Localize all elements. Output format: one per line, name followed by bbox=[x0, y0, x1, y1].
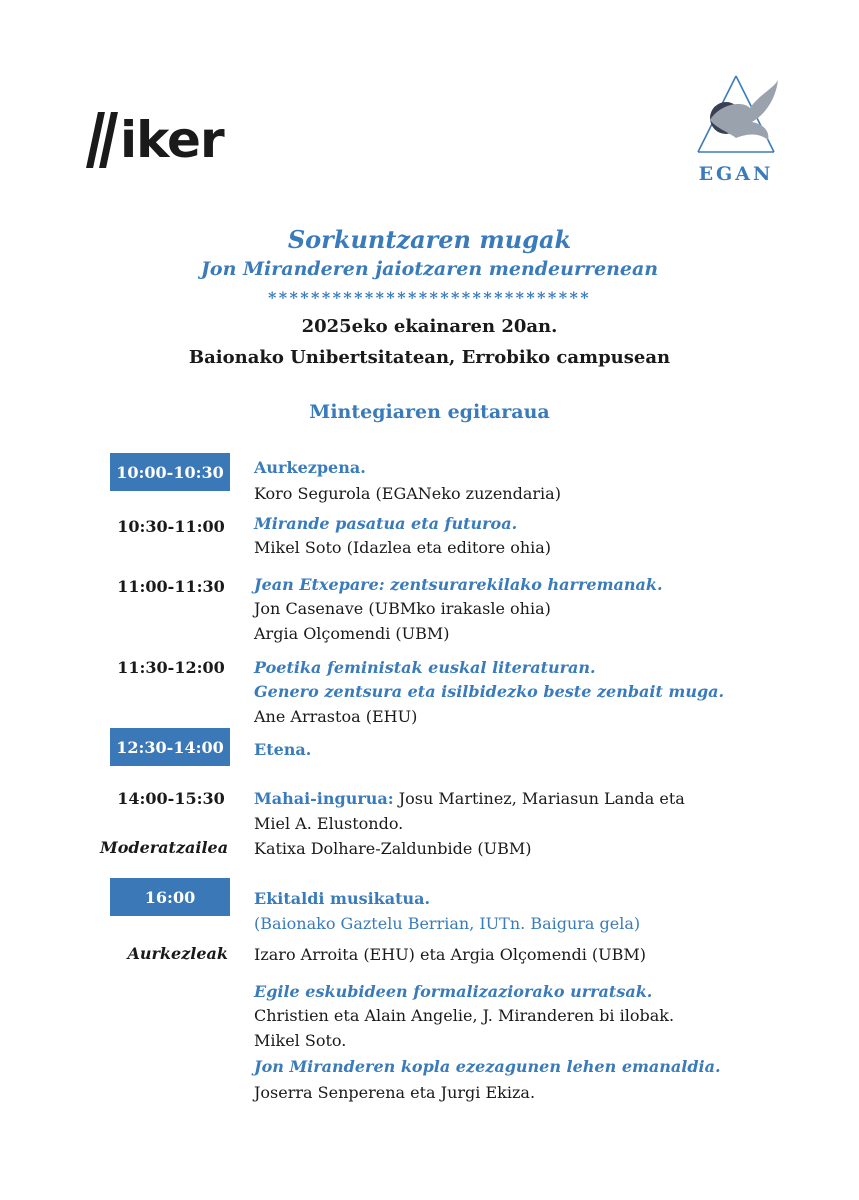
session-title-mirande: Mirande pasatua eta futuroa. bbox=[254, 514, 518, 533]
session-speaker: Koro Segurola (EGANeko zuzendaria) bbox=[254, 484, 561, 503]
time-1030: 10:30-11:00 bbox=[117, 517, 225, 536]
session-speaker: Miel A. Elustondo. bbox=[254, 814, 404, 833]
session-presenters: Izaro Arroita (EHU) eta Argia Olçomendi (UBM) bbox=[254, 945, 647, 964]
session-subtitle-kopla: Jon Miranderen kopla ezezagunen lehen emanaldia. bbox=[254, 1057, 721, 1076]
label-moderatzailea: Moderatzailea bbox=[100, 838, 229, 857]
iker-logo-bars bbox=[92, 112, 112, 168]
session-speaker: Jon Casenave (UBMko irakasle ohia) bbox=[254, 599, 551, 618]
session-title-aurkezpena: Aurkezpena. bbox=[254, 458, 366, 477]
label-aurkezleak: Aurkezleak bbox=[127, 944, 228, 963]
event-place: Baionako Unibertsitatean, Errobiko campusean bbox=[188, 347, 671, 368]
session-title-etxepare: Jean Etxepare: zentsurarekilako harremanak. bbox=[254, 575, 663, 594]
session-title-mahai bbox=[254, 789, 685, 808]
page-title: Sorkuntzaren mugak bbox=[287, 225, 572, 254]
session-title-etena: Etena. bbox=[254, 740, 312, 759]
mahai-label: Mahai-ingurua: bbox=[254, 789, 394, 808]
time-1400: 14:00-15:30 bbox=[117, 789, 225, 808]
iker-logo bbox=[92, 108, 224, 172]
time-1100: 11:00-11:30 bbox=[117, 577, 225, 596]
session-location: (Baionako Gaztelu Berrian, IUTn. Baigura gela) bbox=[254, 914, 641, 933]
session-speaker: Joserra Senperena eta Jurgi Ekiza. bbox=[254, 1083, 536, 1102]
session-moderator: Katixa Dolhare-Zaldunbide (UBM) bbox=[254, 839, 532, 858]
session-speaker: Mikel Soto (Idazlea eta editore ohia) bbox=[254, 538, 552, 557]
session-title-ekitaldi: Ekitaldi musikatua. bbox=[254, 889, 431, 908]
time-box-1230: 12:30-14:00 bbox=[110, 728, 230, 766]
egan-logo-text: EGAN bbox=[698, 163, 774, 185]
egan-logo bbox=[690, 74, 782, 186]
page-subtitle: Jon Miranderen jaiotzaren mendeurrenean bbox=[200, 258, 659, 280]
program-heading: Mintegiaren egitaraua bbox=[309, 401, 550, 423]
iker-logo-text: iker bbox=[120, 111, 224, 169]
session-title-genero: Genero zentsura eta isilbidezko beste zenbait muga. bbox=[254, 682, 725, 701]
session-speaker: Christien eta Alain Angelie, J. Miranderen bi ilobak. bbox=[254, 1006, 675, 1025]
mahai-participants: Josu Martinez, Mariasun Landa eta bbox=[393, 789, 685, 808]
star-divider: ****************************** bbox=[267, 288, 591, 307]
time-box-1000: 10:00-10:30 bbox=[110, 453, 230, 491]
event-date: 2025eko ekainaren 20an. bbox=[301, 316, 558, 337]
session-title-poetika: Poetika feministak euskal literaturan. bbox=[254, 658, 596, 677]
session-speaker: Mikel Soto. bbox=[254, 1031, 347, 1050]
session-speaker: Argia Olçomendi (UBM) bbox=[254, 624, 450, 643]
time-box-1600: 16:00 bbox=[110, 878, 230, 916]
time-1130: 11:30-12:00 bbox=[117, 658, 225, 677]
session-subtitle-egile: Egile eskubideen formalizaziorako urratsak. bbox=[254, 982, 653, 1001]
session-speaker: Ane Arrastoa (EHU) bbox=[254, 707, 418, 726]
